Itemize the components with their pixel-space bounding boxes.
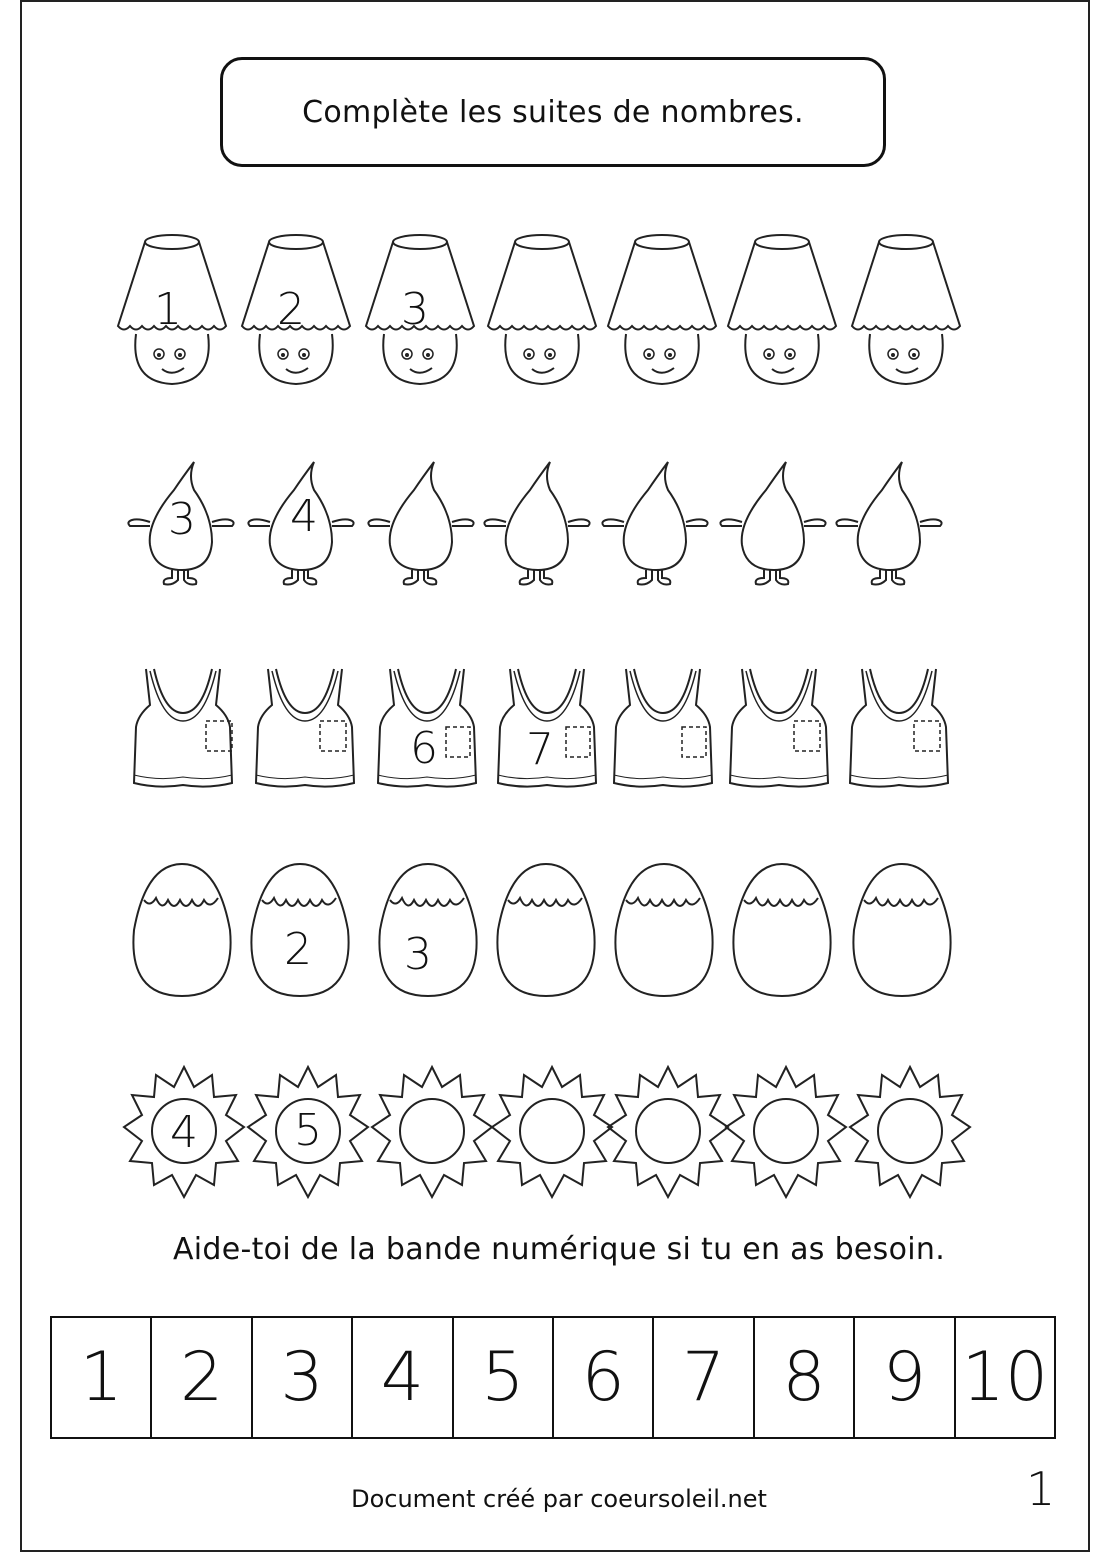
number-band-cell: 5 [454, 1318, 554, 1437]
tank-top-icon [250, 665, 360, 795]
sun-cell[interactable] [724, 1065, 848, 1199]
lamp-cell[interactable] [602, 230, 722, 390]
tank-top-icon [128, 665, 238, 795]
number-band-cell: 10 [961, 1338, 1049, 1417]
egg-icon [726, 860, 838, 1000]
number-band-cell: 2 [152, 1318, 252, 1437]
sun-cell[interactable] [370, 1065, 494, 1199]
sun-icon [370, 1065, 494, 1199]
tank-top-cell[interactable] [724, 665, 834, 795]
tank-top-cell[interactable] [844, 665, 954, 795]
egg-cell[interactable] [726, 860, 838, 1000]
drop-cell[interactable] [362, 460, 482, 590]
sequence-number: 7 [526, 724, 554, 775]
sequence-number: 6 [410, 723, 438, 774]
number-band-cell: 7 [654, 1318, 754, 1437]
sequence-row-eggs [0, 860, 1118, 1000]
egg-cell[interactable] [126, 860, 238, 1000]
sun-icon [724, 1065, 848, 1199]
number-band-cell: 3 [253, 1318, 353, 1437]
egg-cell[interactable] [608, 860, 720, 1000]
lamp-icon [846, 230, 966, 390]
number-band [50, 1316, 1056, 1439]
lamp-icon [722, 230, 842, 390]
sequence-number: 2 [277, 284, 305, 335]
sequence-row-drops [0, 460, 1118, 590]
drop-icon [830, 460, 950, 590]
sun-icon [490, 1065, 614, 1199]
egg-icon [608, 860, 720, 1000]
sequence-number: 2 [284, 924, 312, 975]
lamp-cell[interactable] [482, 230, 602, 390]
drop-cell[interactable] [596, 460, 716, 590]
drop-cell[interactable] [714, 460, 834, 590]
sequence-row-lamps [0, 230, 1118, 390]
lamp-cell[interactable] [722, 230, 842, 390]
lamp-icon [602, 230, 722, 390]
egg-icon [490, 860, 602, 1000]
number-band-cell: 4 [353, 1318, 453, 1437]
number-band-cell: 9 [855, 1318, 955, 1437]
sun-icon [606, 1065, 730, 1199]
title-box [220, 57, 886, 167]
drop-icon [362, 460, 482, 590]
egg-icon [846, 860, 958, 1000]
sequence-number: 4 [170, 1107, 198, 1158]
number-band-cell: 8 [755, 1318, 855, 1437]
lamp-icon [482, 230, 602, 390]
hint-text: Aide-toi de la bande numérique si tu en as besoin. [172, 1232, 946, 1267]
number-band-cell: 6 [554, 1318, 654, 1437]
egg-cell[interactable] [846, 860, 958, 1000]
footer-credit: Document créé par coeursoleil.net [351, 1485, 767, 1513]
sequence-row-tank-tops [0, 665, 1118, 795]
sequence-number: 1 [154, 284, 182, 335]
sequence-number: 3 [168, 494, 196, 545]
drop-icon [478, 460, 598, 590]
tank-top-icon [608, 665, 718, 795]
egg-cell[interactable] [490, 860, 602, 1000]
tank-top-cell[interactable] [128, 665, 238, 795]
drop-cell[interactable] [478, 460, 598, 590]
number-band-cell: 1 [52, 1318, 152, 1437]
tank-top-icon [844, 665, 954, 795]
lamp-cell[interactable] [846, 230, 966, 390]
sequence-row-suns [0, 1065, 1118, 1200]
sequence-number: 5 [294, 1105, 322, 1156]
drop-icon [714, 460, 834, 590]
sequence-number: 3 [404, 929, 432, 980]
sequence-number: 4 [290, 491, 318, 542]
egg-icon [126, 860, 238, 1000]
page-number: 1 [1026, 1462, 1056, 1516]
worksheet-title: Complète les suites de nombres. [302, 94, 804, 130]
sun-cell[interactable] [490, 1065, 614, 1199]
tank-top-cell[interactable] [608, 665, 718, 795]
sun-cell[interactable] [606, 1065, 730, 1199]
sun-cell[interactable] [848, 1065, 972, 1199]
tank-top-cell[interactable] [250, 665, 360, 795]
drop-cell[interactable] [830, 460, 950, 590]
tank-top-icon [724, 665, 834, 795]
sun-icon [848, 1065, 972, 1199]
drop-icon [596, 460, 716, 590]
sequence-number: 3 [401, 284, 429, 335]
